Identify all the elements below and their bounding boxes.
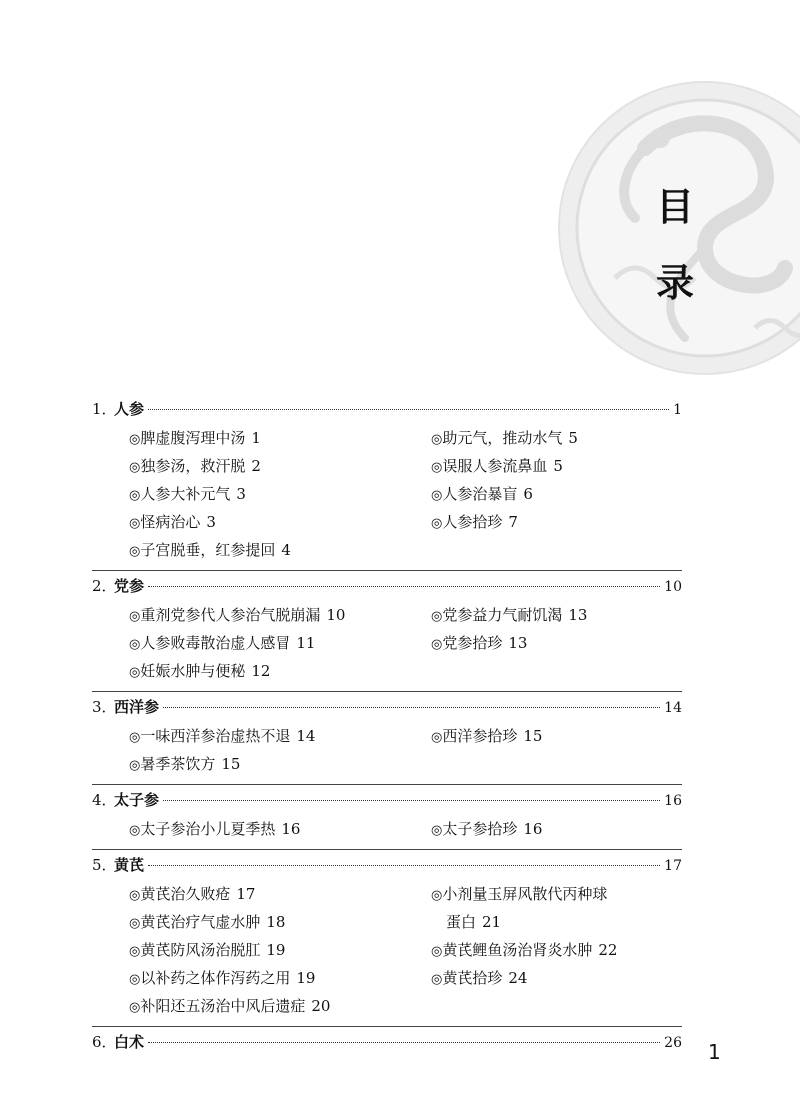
toc-title-char-1: 目 (655, 184, 694, 229)
bullet-icon: ◎ (129, 888, 141, 903)
toc-section-entry[interactable] (431, 815, 542, 843)
toc-section-entry[interactable] (129, 601, 345, 629)
section-column-left (129, 722, 315, 778)
section-divider (92, 1026, 682, 1027)
chapter-title: 党参 (114, 577, 145, 595)
bullet-icon: ◎ (431, 488, 443, 503)
section-page: 12 (251, 662, 271, 680)
section-title: 妊娠水肿与便秘 (140, 662, 246, 680)
toc-section-entry[interactable] (129, 508, 291, 536)
section-divider (92, 784, 682, 785)
chapter-page: 1 (673, 402, 682, 418)
toc-chapter-entry[interactable] (92, 789, 682, 815)
bullet-icon: ◎ (431, 516, 443, 531)
chapter-number: 6． (92, 1033, 117, 1051)
chapter-title: 太子参 (114, 791, 160, 809)
toc-section-entry[interactable] (129, 964, 330, 992)
toc-section-entry[interactable] (129, 815, 300, 843)
section-column-left (129, 424, 291, 564)
bullet-icon: ◎ (431, 637, 443, 652)
leader-dots (163, 799, 660, 801)
bullet-icon: ◎ (129, 665, 141, 680)
section-title: 子宫脱垂，红参提回 (140, 541, 276, 559)
chapter-number: 4． (92, 791, 117, 809)
section-title: 误服人参流鼻血 (442, 457, 548, 475)
leader-dots (148, 1041, 660, 1043)
toc-section-entry[interactable] (431, 629, 587, 657)
toc-chapter-entry[interactable] (92, 696, 682, 722)
toc-chapter-entry[interactable] (92, 1031, 682, 1057)
section-column-right (431, 424, 578, 536)
bullet-icon: ◎ (129, 972, 141, 987)
toc-title-char-2: 录 (655, 260, 694, 305)
section-page: 6 (523, 485, 533, 503)
bullet-icon: ◎ (431, 609, 443, 624)
section-list (129, 601, 682, 685)
toc-section-entry[interactable] (431, 508, 578, 536)
bullet-icon: ◎ (129, 516, 141, 531)
section-title: 人参大补元气 (140, 485, 231, 503)
section-title: 独参汤，救汗脱 (140, 457, 246, 475)
bullet-icon: ◎ (129, 488, 141, 503)
toc-chapter-entry[interactable] (92, 575, 682, 601)
chapter-page: 16 (664, 793, 682, 809)
section-divider (92, 849, 682, 850)
section-page: 17 (236, 885, 256, 903)
section-column-left (129, 880, 330, 1020)
chapter-title: 西洋参 (114, 698, 160, 716)
bullet-icon: ◎ (431, 888, 443, 903)
toc-section-entry[interactable] (129, 657, 345, 685)
section-page: 10 (326, 606, 346, 624)
section-page: 5 (553, 457, 563, 475)
section-title: 西洋参拾珍 (442, 727, 518, 745)
section-title: 蛋白 (446, 913, 477, 931)
toc-section-entry[interactable] (431, 908, 617, 936)
section-title: 太子参治小儿夏季热 (140, 820, 276, 838)
bullet-icon: ◎ (129, 432, 141, 447)
toc-section-entry[interactable] (129, 424, 291, 452)
chapter-page: 10 (664, 579, 682, 595)
chapter-number: 3． (92, 698, 117, 716)
bullet-icon: ◎ (431, 944, 443, 959)
toc-section-entry[interactable] (129, 908, 330, 936)
section-page: 1 (251, 429, 261, 447)
section-page: 3 (236, 485, 246, 503)
bullet-icon: ◎ (431, 460, 443, 475)
toc-section-entry[interactable] (129, 452, 291, 480)
section-list (129, 722, 682, 778)
toc-section-entry[interactable] (431, 601, 587, 629)
section-title: 人参治暴盲 (442, 485, 518, 503)
section-list (129, 424, 682, 564)
bullet-icon: ◎ (431, 432, 443, 447)
toc-section-entry[interactable] (129, 480, 291, 508)
section-title: 小剂量玉屏风散代丙种球 (442, 885, 608, 903)
bullet-icon: ◎ (129, 730, 141, 745)
section-column-right (431, 722, 542, 750)
toc-chapter-entry[interactable] (92, 398, 682, 424)
section-page: 14 (296, 727, 316, 745)
section-list (129, 815, 682, 843)
chapter-number: 2． (92, 577, 117, 595)
section-divider (92, 570, 682, 571)
bullet-icon: ◎ (129, 637, 141, 652)
section-page: 13 (508, 634, 528, 652)
section-page: 15 (523, 727, 543, 745)
section-title: 重剂党参代人参治气脱崩漏 (140, 606, 321, 624)
chapter-page: 26 (664, 1035, 682, 1051)
section-title: 黄芪鲤鱼汤治肾炎水肿 (442, 941, 593, 959)
page-number: 1 (708, 1040, 721, 1064)
section-column-left (129, 815, 300, 843)
section-page: 15 (221, 755, 241, 773)
toc-section-entry[interactable] (129, 880, 330, 908)
section-title: 助元气，推动水气 (442, 429, 563, 447)
toc-section-entry[interactable] (129, 992, 330, 1020)
bullet-icon: ◎ (129, 823, 141, 838)
toc-section-entry[interactable] (431, 880, 617, 908)
leader-dots (148, 408, 669, 410)
section-title: 脾虚腹泻理中汤 (140, 429, 246, 447)
chapter-number: 1． (92, 400, 117, 418)
toc-section-entry[interactable] (431, 964, 617, 992)
section-page: 2 (251, 457, 261, 475)
section-title: 黄芪治疗气虚水肿 (140, 913, 261, 931)
bullet-icon: ◎ (431, 823, 443, 838)
section-page: 13 (568, 606, 588, 624)
toc-section-entry[interactable] (129, 629, 345, 657)
section-divider (92, 691, 682, 692)
section-page: 11 (296, 634, 316, 652)
chapter-title: 黄芪 (114, 856, 145, 874)
section-page: 22 (598, 941, 618, 959)
section-title: 怪病治心 (140, 513, 201, 531)
section-title: 黄芪防风汤治脱肛 (140, 941, 261, 959)
section-title: 太子参拾珍 (442, 820, 518, 838)
section-column-right (431, 880, 617, 992)
chapter-number: 5． (92, 856, 117, 874)
toc-section-entry[interactable] (431, 722, 542, 750)
toc-section-entry[interactable] (431, 480, 578, 508)
chapter-title: 人参 (114, 400, 145, 418)
section-page: 3 (206, 513, 216, 531)
section-title: 黄芪拾珍 (442, 969, 503, 987)
bullet-icon: ◎ (129, 460, 141, 475)
toc-chapter-entry[interactable] (92, 854, 682, 880)
section-list (129, 880, 682, 1020)
bullet-icon: ◎ (129, 758, 141, 773)
leader-dots (148, 864, 660, 866)
section-page: 7 (508, 513, 518, 531)
section-title: 人参拾珍 (442, 513, 503, 531)
section-page: 19 (296, 969, 316, 987)
toc-section-entry[interactable] (129, 750, 315, 778)
leader-dots (148, 585, 660, 587)
section-page: 5 (568, 429, 578, 447)
bullet-icon: ◎ (431, 730, 443, 745)
toc-section-entry[interactable] (431, 424, 578, 452)
toc-section-entry[interactable] (431, 452, 578, 480)
toc-section-entry[interactable] (431, 936, 617, 964)
section-page: 24 (508, 969, 528, 987)
section-column-right (431, 601, 587, 657)
bullet-icon: ◎ (431, 972, 443, 987)
section-page: 19 (266, 941, 286, 959)
bullet-icon: ◎ (129, 544, 141, 559)
section-column-right (431, 815, 542, 843)
section-title: 以补药之体作泻药之用 (140, 969, 291, 987)
leader-dots (163, 706, 660, 708)
section-page: 21 (482, 913, 502, 931)
section-title: 党参拾珍 (442, 634, 503, 652)
chapter-title: 白术 (114, 1033, 145, 1051)
section-title: 一味西洋参治虚热不退 (140, 727, 291, 745)
bullet-icon: ◎ (129, 1000, 141, 1015)
chapter-page: 14 (664, 700, 682, 716)
section-page: 16 (523, 820, 543, 838)
table-of-contents (92, 398, 682, 1057)
bullet-icon: ◎ (129, 944, 141, 959)
section-page: 20 (311, 997, 331, 1015)
section-title: 黄芪治久败疮 (140, 885, 231, 903)
bullet-icon: ◎ (129, 916, 141, 931)
section-title: 补阳还五汤治中风后遗症 (140, 997, 306, 1015)
section-title: 党参益力气耐饥渴 (442, 606, 563, 624)
section-page: 18 (266, 913, 286, 931)
chapter-page: 17 (664, 858, 682, 874)
toc-section-entry[interactable] (129, 536, 291, 564)
section-column-left (129, 601, 345, 685)
section-page: 16 (281, 820, 301, 838)
toc-section-entry[interactable] (129, 936, 330, 964)
section-page: 4 (281, 541, 291, 559)
section-title: 暑季茶饮方 (140, 755, 216, 773)
bullet-icon: ◎ (129, 609, 141, 624)
toc-section-entry[interactable] (129, 722, 315, 750)
section-title: 人参败毒散治虚人感冒 (140, 634, 291, 652)
